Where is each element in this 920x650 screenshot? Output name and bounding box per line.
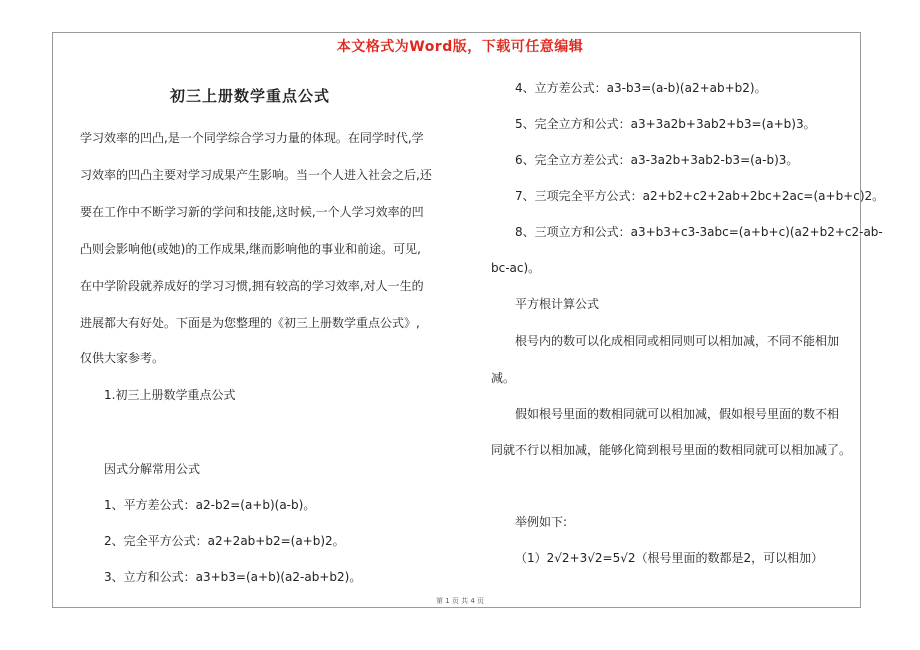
- formula-line: 4、立方差公式：a3-b3=(a-b)(a2+ab+b2)。: [515, 81, 767, 95]
- document-title: 初三上册数学重点公式: [170, 87, 331, 105]
- body-paragraph-line: 进展都大有好处。下面是为您整理的《初三上册数学重点公式》,: [80, 316, 420, 330]
- body-paragraph-line: 减。: [491, 371, 516, 385]
- formula-line: 5、完全立方和公式：a3+3a2b+3ab2+b3=(a+b)3。: [515, 117, 816, 131]
- body-paragraph-line: 要在工作中不断学习新的学问和技能,这时候,一个人学习效率的凹: [80, 205, 424, 219]
- example-heading: 举例如下:: [515, 515, 568, 529]
- formula-line: 1、平方差公式：a2-b2=(a+b)(a-b)。: [104, 498, 316, 512]
- body-paragraph-line: 假如根号里面的数相同就可以相加减，假如根号里面的数不相: [515, 407, 840, 421]
- subsection-heading: 平方根计算公式: [515, 297, 600, 311]
- formula-line: 2、完全平方公式：a2+2ab+b2=(a+b)2。: [104, 534, 345, 548]
- formula-line: 7、三项完全平方公式：a2+b2+c2+2ab+2bc+2ac=(a+b+c)2。: [515, 189, 885, 203]
- formula-line: 6、完全立方差公式：a3-3a2b+3ab2-b3=(a-b)3。: [515, 153, 799, 167]
- body-paragraph-line: 学习效率的凹凸,是一个同学综合学习力量的体现。在同学时代,学: [80, 131, 424, 145]
- body-paragraph-line: 同就不行以相加减，能够化简到根号里面的数相同就可以相加减了。: [491, 443, 852, 457]
- format-banner: 本文格式为Word版，下载可任意编辑: [336, 39, 584, 55]
- body-paragraph-line: 习效率的凹凸主要对学习成果产生影响。当一个人进入社会之后,还: [80, 168, 432, 182]
- subsection-heading: 因式分解常用公式: [104, 462, 201, 476]
- body-paragraph-line: 仅供大家参考。: [80, 351, 165, 365]
- body-paragraph-line: 凸则会影响他(或她)的工作成果,继而影响他的事业和前途。可见,: [80, 242, 421, 256]
- formula-line: 8、三项立方和公式：a3+b3+c3-3abc=(a+b+c)(a2+b2+c2-ab-: [515, 225, 883, 239]
- formula-line-continuation: bc-ac)。: [491, 261, 541, 275]
- formula-line: 3、立方和公式：a3+b3=(a+b)(a2-ab+b2)。: [104, 570, 362, 584]
- page-number: 第 1 页 共 4 页: [435, 597, 485, 605]
- body-paragraph-line: 在中学阶段就养成好的学习习惯,拥有较高的学习效率,对人一生的: [80, 279, 424, 293]
- example-line: （1）2√2+3√2=5√2（根号里面的数都是2，可以相加）: [515, 551, 824, 565]
- body-paragraph-line: 根号内的数可以化成相同或相同则可以相加减，不同不能相加: [515, 334, 840, 348]
- section-heading: 1.初三上册数学重点公式: [104, 388, 236, 402]
